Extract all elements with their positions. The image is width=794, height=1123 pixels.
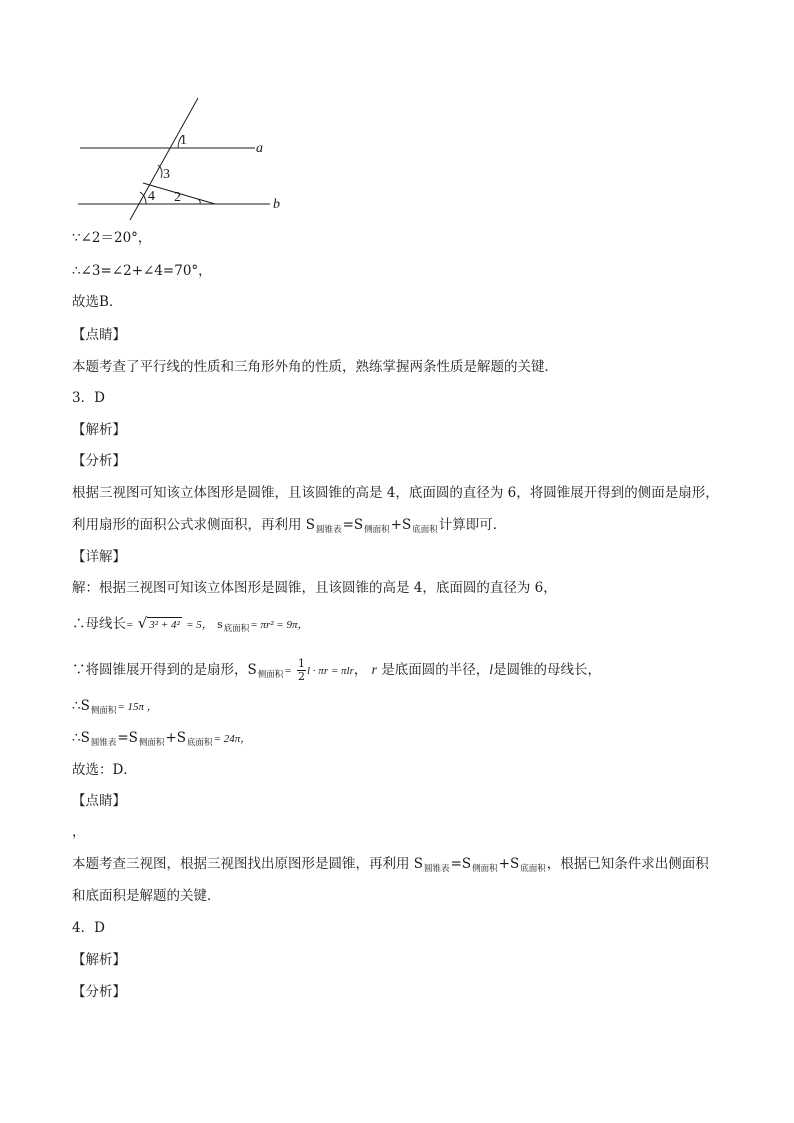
equals: = — [126, 619, 134, 631]
line-comma: ， — [72, 824, 86, 840]
s-symbol: s — [217, 618, 223, 631]
subscript: 底面积 — [187, 738, 213, 748]
parallel-lines-figure — [70, 90, 300, 225]
subscript: 侧面积 — [257, 670, 284, 680]
text: ∴S — [72, 698, 90, 714]
result: = 5， — [186, 619, 213, 631]
line-detail-1: 解：根据三视图可知该立体图形是圆锥，且该圆锥的高是 4，底面圆的直径为 6， — [72, 580, 557, 596]
text: 是圆锥的母线长， — [493, 662, 601, 678]
subscript: 圆锥表 — [90, 738, 117, 748]
subscript: 底面积 — [223, 624, 250, 634]
question-3-answer: 3．D — [72, 390, 105, 406]
equals: = — [284, 665, 292, 677]
line-angle2: ∵∠2＝20°， — [72, 230, 152, 246]
line-lateral-formula — [72, 658, 601, 683]
heading-fenxi-3: 【分析】 — [72, 453, 126, 469]
line-slant-height — [72, 614, 308, 635]
line-summary-3b: 和底面积是解题的关键． — [72, 888, 221, 904]
text: 本题考查三视图，根据三视图找出原图形是圆锥，再利用 S — [72, 856, 424, 872]
text: ，根据已知条件求出侧面积 — [546, 856, 709, 872]
subscript: 侧面积 — [90, 706, 117, 716]
line-angle3: ∴∠3=∠2+∠4=70°， — [72, 263, 212, 279]
denominator: 2 — [298, 670, 305, 683]
subscript: 侧面积 — [364, 525, 390, 535]
text: +S — [390, 517, 412, 533]
line-analysis-1: 根据三视图可知该立体图形是圆锥，且该圆锥的高是 4，底面圆的直径为 6，将圆锥展开得到的侧面是扇形， — [72, 485, 719, 501]
text: ∵将圆锥展开得到的是扇形，S — [72, 662, 257, 678]
text: ∴母线长 — [72, 616, 126, 632]
line-lateral-result — [72, 697, 158, 717]
heading-dianjing-3: 【点睛】 — [72, 793, 126, 809]
label-1: 1 — [180, 133, 187, 148]
lateral-expression: l · πr = πlr — [307, 665, 354, 677]
angle-3-arc — [158, 165, 162, 178]
transversal-line — [130, 98, 198, 220]
label-4: 4 — [148, 189, 155, 204]
text: 是底面圆的半径， — [381, 662, 490, 678]
fraction-half — [297, 658, 306, 683]
label-b: b — [273, 197, 280, 212]
heading-xiangjie-3: 【详解】 — [72, 549, 126, 565]
line-total-result — [72, 729, 251, 749]
line-answer-b: 故选B． — [72, 294, 123, 310]
heading-dianjing-1: 【点睛】 — [72, 327, 126, 343]
line-analysis-2 — [72, 516, 506, 536]
base-area-formula: = πr² = 9π， — [250, 619, 309, 631]
subscript: 侧面积 — [138, 738, 165, 748]
line-summary-3a — [72, 855, 709, 875]
label-2: 2 — [174, 190, 181, 205]
text: =S — [450, 856, 472, 872]
lateral-area-value: = 15π ， — [117, 701, 158, 713]
subscript: 底面积 — [412, 525, 438, 535]
line-answer-d: 故选：D． — [72, 762, 137, 778]
subscript: 圆锥表 — [424, 864, 450, 874]
text: =S — [342, 517, 364, 533]
text: ， — [353, 662, 368, 678]
text: +S — [165, 730, 186, 746]
label-a: a — [256, 141, 263, 156]
question-4-answer: 4．D — [72, 920, 105, 936]
label-3: 3 — [163, 167, 170, 182]
heading-jiexi-4: 【解析】 — [72, 952, 126, 968]
radicand: 3² + 4² — [149, 619, 180, 631]
heading-fenxi-4: 【分析】 — [72, 984, 126, 1000]
r-variable: r — [371, 662, 377, 677]
sqrt-sign: √ — [137, 614, 148, 632]
total-area-value: = 24π， — [213, 733, 252, 745]
l-variable: l — [489, 662, 493, 677]
text: ∴S — [72, 730, 90, 746]
text: +S — [498, 856, 520, 872]
subscript: 圆锥表 — [316, 525, 342, 535]
text: 利用扇形的面积公式求侧面积，再利用 S — [72, 517, 316, 533]
numerator: 1 — [298, 657, 305, 670]
line-summary-1: 本题考查了平行线的性质和三角形外角的性质，熟练掌握两条性质是解题的关键． — [72, 359, 558, 375]
heading-jiexi-3: 【解析】 — [72, 422, 126, 438]
text: =S — [117, 730, 138, 746]
subscript: 侧面积 — [472, 864, 498, 874]
subscript: 底面积 — [520, 864, 546, 874]
text: 计算即可． — [438, 517, 507, 533]
